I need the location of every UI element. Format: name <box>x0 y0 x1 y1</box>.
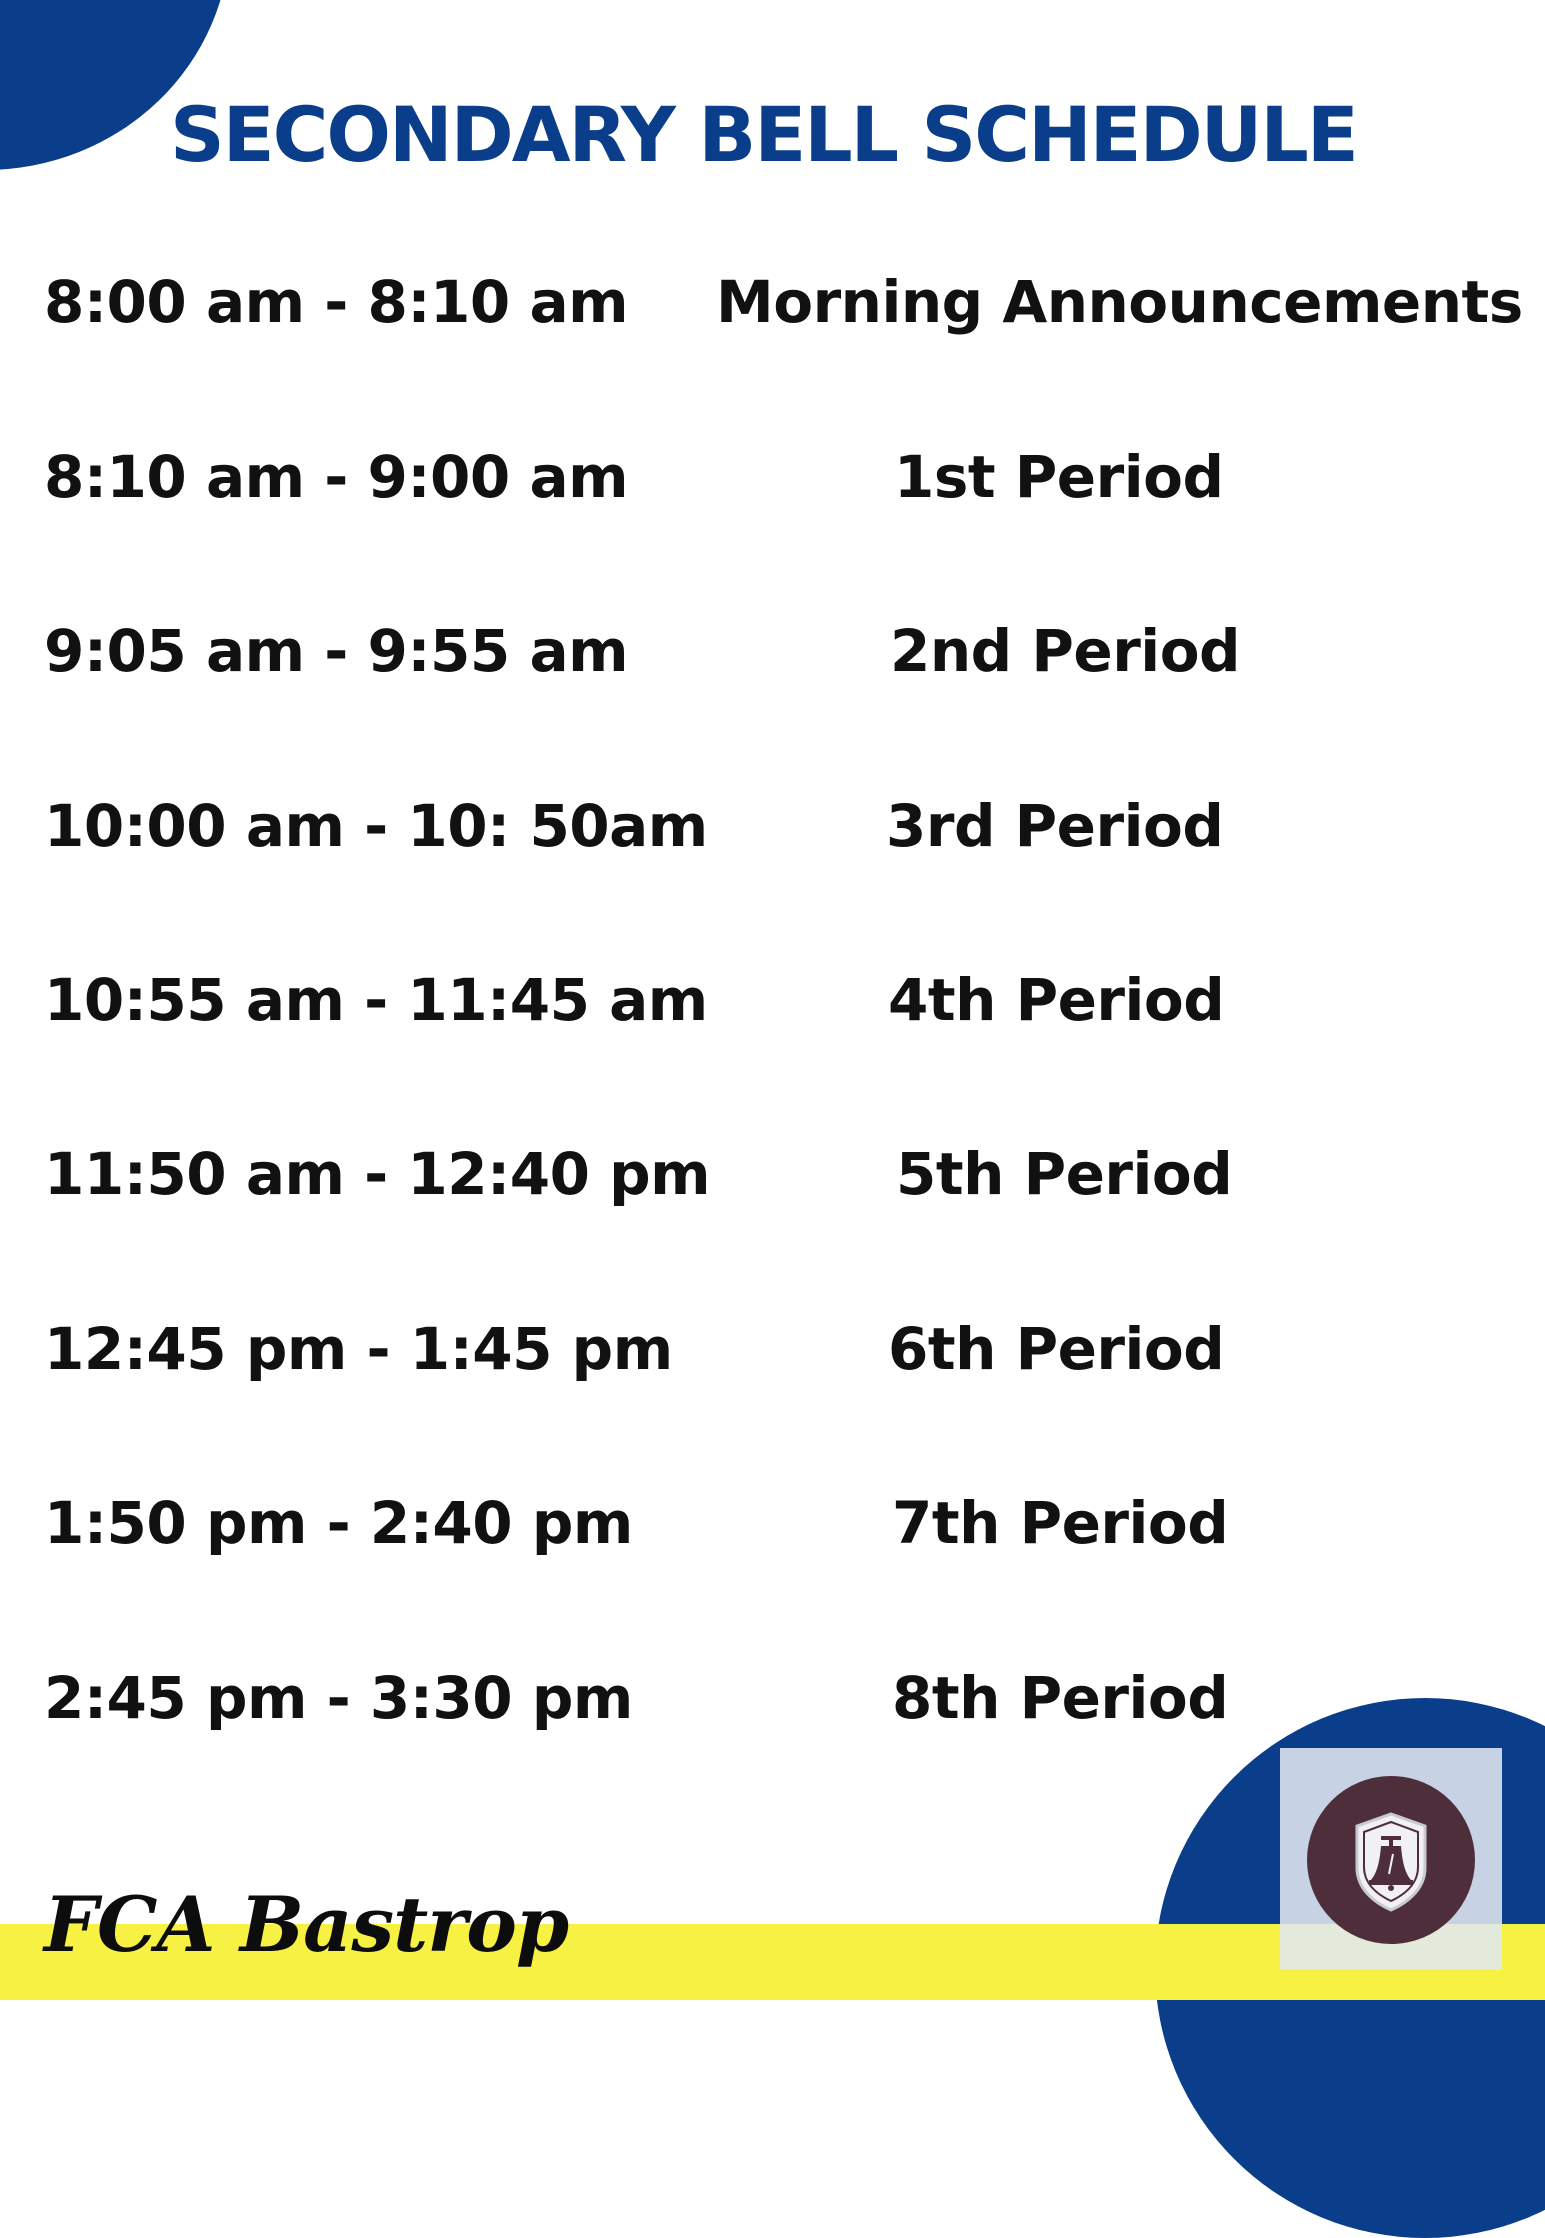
schedule-time: 12:45 pm - 1:45 pm <box>44 1315 673 1383</box>
schedule-label: 7th Period <box>892 1489 1229 1557</box>
schedule-time: 1:50 pm - 2:40 pm <box>44 1489 633 1557</box>
schedule-label: 1st Period <box>894 443 1224 511</box>
schedule-time: 10:55 am - 11:45 am <box>44 966 708 1034</box>
schedule-row <box>0 268 1545 348</box>
schedule-row <box>0 1489 1545 1569</box>
schedule-time: 10:00 am - 10: 50am <box>44 792 708 860</box>
schedule-label: 5th Period <box>896 1140 1233 1208</box>
schedule-label: 4th Period <box>888 966 1225 1034</box>
logo-panel <box>1280 1748 1502 1970</box>
schedule-row <box>0 443 1545 523</box>
schedule-time: 11:50 am - 12:40 pm <box>44 1140 711 1208</box>
schedule-time: 2:45 pm - 3:30 pm <box>44 1664 633 1732</box>
schedule-label: 8th Period <box>892 1664 1229 1732</box>
schedule-row <box>0 792 1545 872</box>
schedule-row <box>0 1140 1545 1220</box>
schedule-time: 8:10 am - 9:00 am <box>44 443 629 511</box>
schedule-label: 6th Period <box>888 1315 1225 1383</box>
schedule-row <box>0 1315 1545 1395</box>
brand-signature: FCA Bastrop <box>44 1880 569 1969</box>
schedule-time: 8:00 am - 8:10 am <box>44 268 629 336</box>
page-title: SECONDARY BELL SCHEDULE <box>170 90 1357 179</box>
schedule-time: 9:05 am - 9:55 am <box>44 617 629 685</box>
schedule-label: 3rd Period <box>886 792 1224 860</box>
schedule-row <box>0 1664 1545 1744</box>
schedule-row <box>0 617 1545 697</box>
schedule-row <box>0 966 1545 1046</box>
liberty-bell-shield-icon <box>1307 1776 1475 1944</box>
schedule-label: Morning Announcements <box>716 268 1523 336</box>
schedule-label: 2nd Period <box>890 617 1241 685</box>
